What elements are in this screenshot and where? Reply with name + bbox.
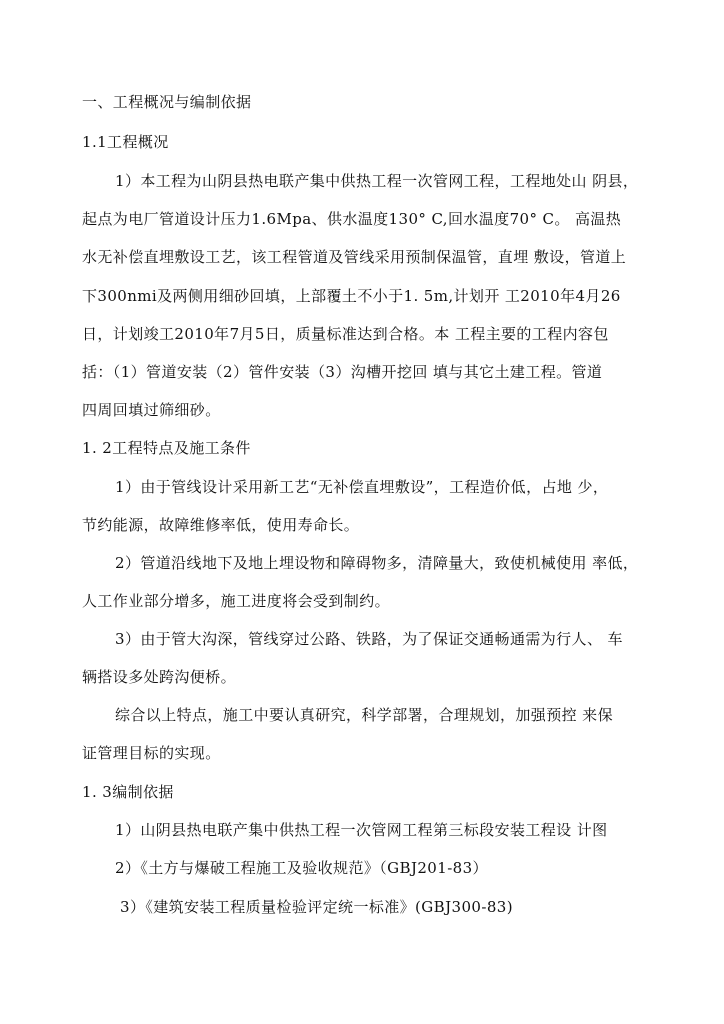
text-line: 起点为电厂管道设计压力1.6Mpa、供水温度130° C,回水温度70° C。 高温热 (82, 210, 622, 228)
subsection-heading: 1. 2工程特点及施工条件 (82, 439, 251, 457)
text-line: 1）本工程为山阴县热电联产集中供热工程一次管网工程，工程地处山 阴县， (115, 172, 639, 190)
text-line: 四周回填过筛细砂。 (82, 401, 221, 419)
reference-item: 2）《土方与爆破工程施工及验收规范》（GBJ201-83） (115, 859, 488, 877)
text-line: 括：（1）管道安装（2）管件安装（3）沟槽开挖回 填与其它土建工程。管道 (82, 363, 603, 381)
text-line: 综合以上特点，施工中要认真研究，科学部署，合理规划，加强预控 来保 (115, 706, 613, 724)
text-line: 3）由于管大沟深，管线穿过公路、铁路，为了保证交通畅通需为行人、 车 (115, 630, 623, 648)
text-line: 证管理目标的实现。 (82, 744, 221, 762)
text-line: 1）由于管线设计采用新工艺“无补偿直埋敷设”，工程造价低，占地 少， (115, 478, 609, 496)
text-line: 水无补偿直埋敷设工艺，该工程管道及管线采用预制保温管，直埋 敷设，管道上 (82, 248, 627, 266)
text-line: 辆搭设多处跨沟便桥。 (82, 668, 237, 686)
reference-item: 1）山阴县热电联产集中供热工程一次管网工程第三标段安装工程设 计图 (115, 821, 608, 839)
section-heading: 一、工程概况与编制依据 (82, 93, 252, 111)
text-line: 日，计划竣工2010年7月5日，质量标准达到合格。本 工程主要的工程内容包 (82, 325, 609, 343)
subsection-heading: 1. 3编制依据 (82, 783, 174, 801)
subsection-heading: 1.1工程概况 (82, 133, 169, 151)
text-line: 2）管道沿线地下及地上埋设物和障碍物多，清障量大，致使机械使用 率低， (115, 554, 639, 572)
text-line: 节约能源，故障维修率低，使用寿命长。 (82, 516, 360, 534)
text-line: 下300nmi及两侧用细砂回填，上部覆土不小于1. 5m,计划开 工2010年4月26 (82, 287, 621, 305)
reference-item: 3）《建筑安装工程质量检验评定统一标准》(GBJ300-83) (120, 898, 513, 916)
text-line: 人工作业部分增多，施工进度将会受到制约。 (82, 592, 391, 610)
